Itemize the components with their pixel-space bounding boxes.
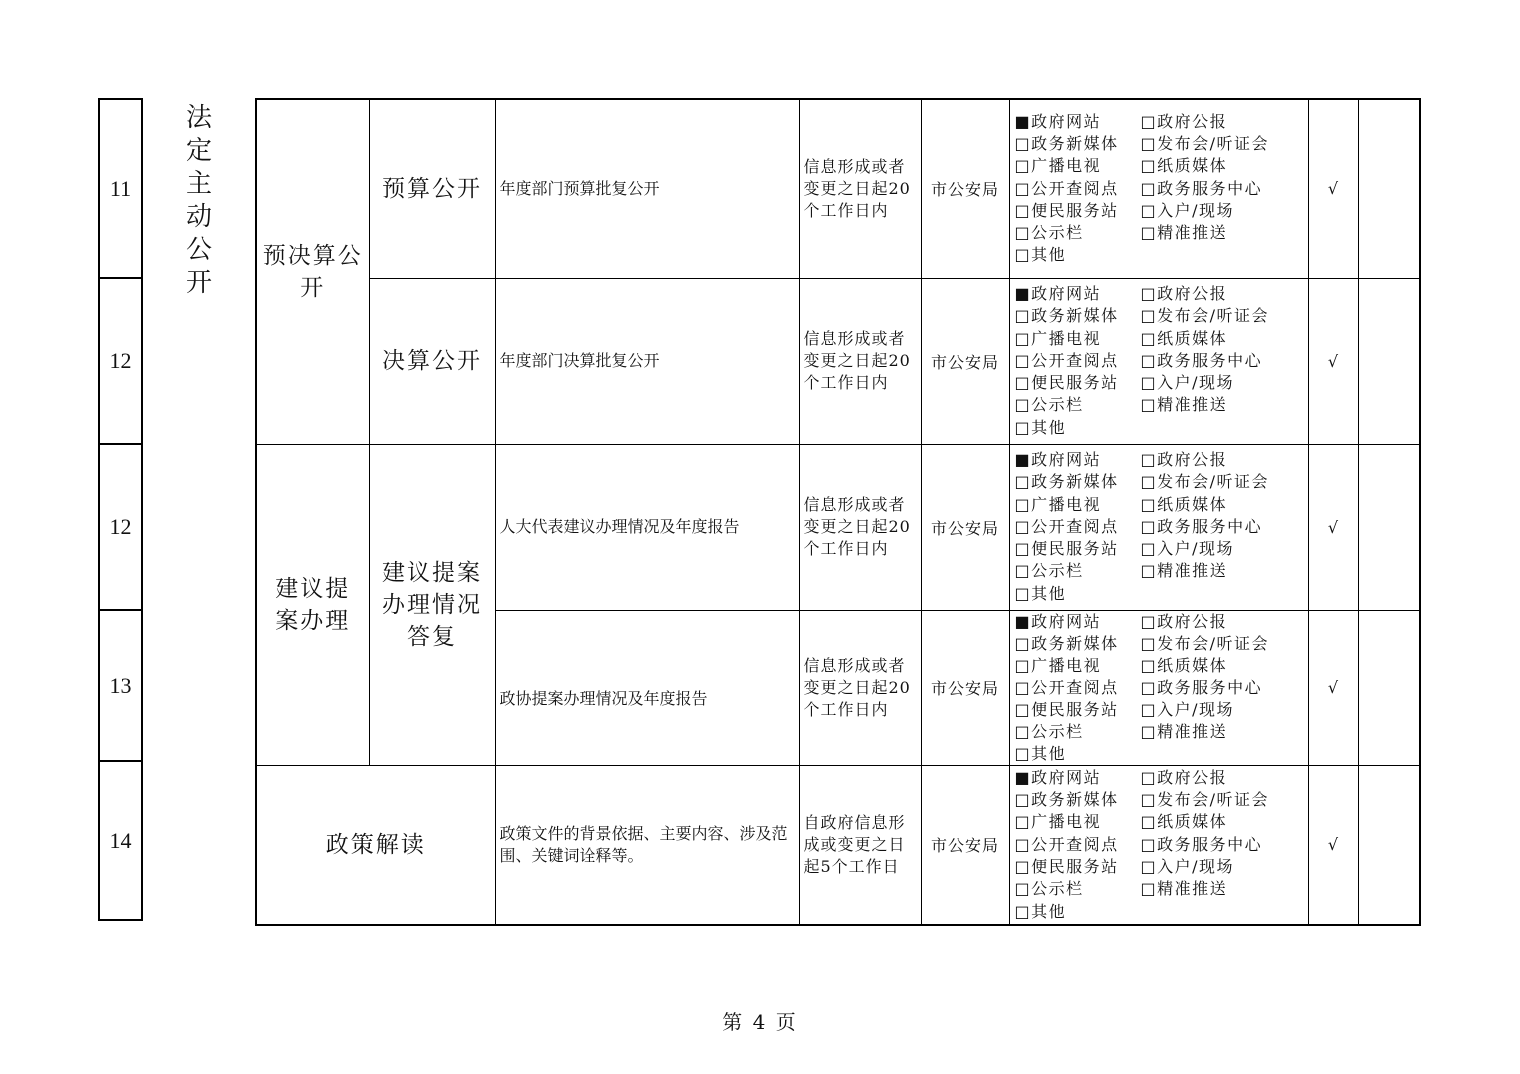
category-proposal: 建议提案办理 [256,444,369,766]
page-footer: 第 4 页 [722,1010,798,1034]
channel-item: □其他 [1014,583,1067,603]
channel-list [1015,283,1308,439]
channel-item: □政务新媒体 [1014,306,1119,326]
channels-cell [1009,444,1308,610]
row-number: 12 [99,444,142,610]
content-cell: 人大代表建议办理情况及年度报告 [495,444,799,610]
channel-item: □精准推送 [1140,879,1228,899]
channel-item: □政府公报 [1140,283,1228,303]
empty-cell [1358,766,1420,925]
channel-item: □政务新媒体 [1014,790,1119,810]
channel-item: □纸质媒体 [1140,328,1228,348]
timing-cell: 信息形成或者变更之日起20个工作日内 [799,99,921,278]
channel-item: □便民服务站 [1014,699,1119,719]
channel-item: □广播电视 [1014,156,1102,176]
channel-item: □公开查阅点 [1014,178,1119,198]
channel-item: □公示栏 [1014,223,1084,243]
channel-item: □纸质媒体 [1140,655,1228,675]
check-mark: √ [1308,766,1358,925]
item-final-open: 决算公开 [369,278,495,444]
channels-cell [1009,610,1308,766]
check-mark: √ [1308,99,1358,278]
row-number: 13 [99,610,142,761]
table-row [256,278,1420,444]
channel-item: □入户/现场 [1140,699,1235,719]
item-budget-open: 预算公开 [369,99,495,278]
subject-cell: 市公安局 [921,610,1009,766]
channel-item: □精准推送 [1140,223,1228,243]
subject-cell: 市公安局 [921,99,1009,278]
channel-item: □公开查阅点 [1014,677,1119,697]
channel-item: □政务服务中心 [1140,178,1263,198]
channel-item: □政府公报 [1140,767,1228,787]
timing-cell: 信息形成或者变更之日起20个工作日内 [799,610,921,766]
empty-cell [1358,444,1420,610]
channel-item: □入户/现场 [1140,539,1235,559]
row-number: 14 [99,761,142,920]
channel-item: □便民服务站 [1014,539,1119,559]
channel-item: □入户/现场 [1140,857,1235,877]
channel-item: □公开查阅点 [1014,834,1119,854]
channel-item: □公示栏 [1014,561,1084,581]
section-label: 法 定 主 动 公 开 [185,103,212,298]
channel-list [1015,111,1308,267]
channel-item: □纸质媒体 [1140,812,1228,832]
channel-item: □发布会/听证会 [1140,306,1270,326]
channel-item: ■政府网站 [1014,111,1102,131]
row-number: 11 [99,99,142,278]
channel-item: ■政府网站 [1014,449,1102,469]
channel-item: □精准推送 [1140,561,1228,581]
row-number-table [98,98,143,921]
channels-cell [1009,278,1308,444]
category-policy: 政策解读 [256,766,495,925]
channel-item: □发布会/听证会 [1140,633,1270,653]
channel-item: □政府公报 [1140,449,1228,469]
channel-item: □入户/现场 [1140,373,1235,393]
channel-item: □其他 [1014,901,1067,921]
table-row [256,766,1420,925]
channel-item: □其他 [1014,417,1067,437]
check-mark: √ [1308,278,1358,444]
content-cell: 年度部门预算批复公开 [495,99,799,278]
content-cell: 政协提案办理情况及年度报告 [495,610,799,766]
subject-cell: 市公安局 [921,766,1009,925]
channel-item: □精准推送 [1140,721,1228,741]
channel-item: □政务服务中心 [1140,516,1263,536]
channel-item: □公示栏 [1014,721,1084,741]
channel-item: □公示栏 [1014,395,1084,415]
channel-item: □政府公报 [1140,111,1228,131]
category-budget: 预决算公开 [256,99,369,444]
channel-item: □公开查阅点 [1014,516,1119,536]
channel-item: □广播电视 [1014,328,1102,348]
channels-cell [1009,99,1308,278]
channel-item: □公示栏 [1014,879,1084,899]
channel-list [1015,767,1308,923]
check-mark: √ [1308,610,1358,766]
channel-item: □政府公报 [1140,611,1228,631]
channel-item: □纸质媒体 [1140,494,1228,514]
channel-item: □公开查阅点 [1014,350,1119,370]
timing-cell: 自政府信息形成或变更之日起5个工作日 [799,766,921,925]
channel-item: □入户/现场 [1140,200,1235,220]
empty-cell [1358,99,1420,278]
table-row [256,444,1420,610]
channels-cell [1009,766,1308,925]
channel-item: □广播电视 [1014,812,1102,832]
channel-item: ■政府网站 [1014,611,1102,631]
empty-cell [1358,610,1420,766]
channel-item: □便民服务站 [1014,857,1119,877]
subject-cell: 市公安局 [921,444,1009,610]
channel-item: □便民服务站 [1014,373,1119,393]
channel-item: □政务新媒体 [1014,633,1119,653]
timing-cell: 信息形成或者变更之日起20个工作日内 [799,278,921,444]
channel-item: □政务服务中心 [1140,350,1263,370]
subject-cell: 市公安局 [921,278,1009,444]
channel-item: □发布会/听证会 [1140,790,1270,810]
content-cell: 年度部门决算批复公开 [495,278,799,444]
row-number: 12 [99,278,142,444]
channel-item: □政务服务中心 [1140,834,1263,854]
channel-item: □其他 [1014,245,1067,265]
channel-item: ■政府网站 [1014,767,1102,787]
check-mark: √ [1308,444,1358,610]
channel-item: □纸质媒体 [1140,156,1228,176]
channel-item: □精准推送 [1140,395,1228,415]
channel-item: ■政府网站 [1014,283,1102,303]
content-cell: 政策文件的背景依据、主要内容、涉及范围、关键词诠释等。 [495,766,799,925]
channel-list [1015,449,1308,605]
channel-item: □政务服务中心 [1140,677,1263,697]
table-row [256,99,1420,278]
channel-item: □广播电视 [1014,655,1102,675]
empty-cell [1358,278,1420,444]
channel-item: □便民服务站 [1014,200,1119,220]
channel-item: □广播电视 [1014,494,1102,514]
channel-item: □发布会/听证会 [1140,472,1270,492]
channel-item: □政务新媒体 [1014,134,1119,153]
channel-list [1015,611,1308,766]
channel-item: □发布会/听证会 [1140,134,1270,153]
disclosure-table [255,98,1421,926]
timing-cell: 信息形成或者变更之日起20个工作日内 [799,444,921,610]
channel-item: □其他 [1014,744,1067,764]
item-proposal-reply: 建议提案办理情况答复 [369,444,495,766]
channel-item: □政务新媒体 [1014,472,1119,492]
